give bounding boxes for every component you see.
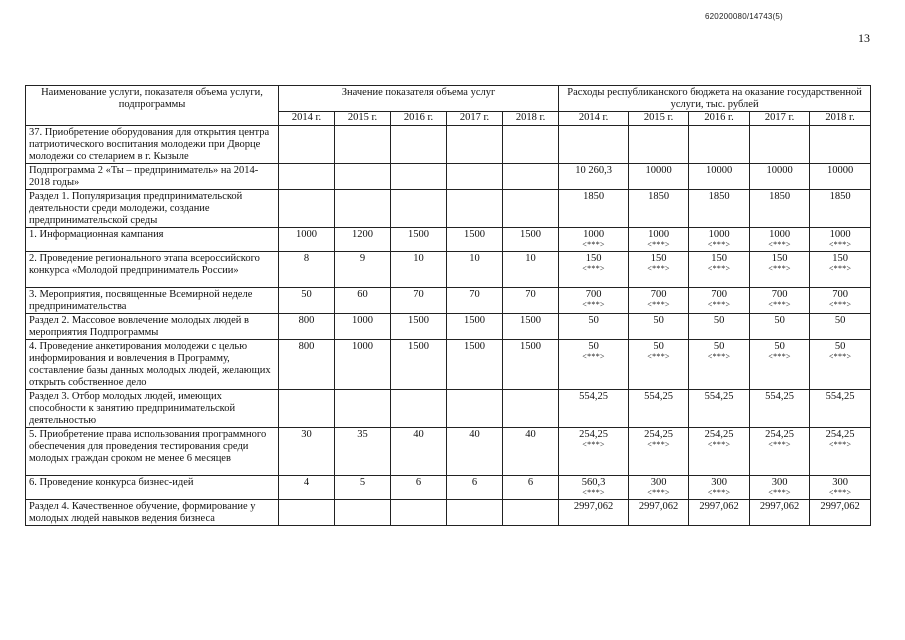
volume-cell [279, 390, 335, 428]
expense-cell [559, 228, 629, 252]
footnote-marker: <***> [707, 264, 731, 273]
footnote-marker: <***> [768, 240, 791, 249]
expense-value: 150 [771, 253, 788, 264]
volume-cell: 1500 [503, 340, 559, 390]
expense-cell [750, 340, 810, 390]
expense-value: 150 [832, 253, 848, 264]
expense-cell [689, 288, 750, 314]
expense-value: 10000 [705, 165, 733, 176]
volume-cell: 1200 [335, 228, 391, 252]
volume-cell [447, 390, 503, 428]
expense-value: 50 [588, 315, 599, 326]
expense-cell [750, 164, 810, 190]
volume-cell: 4 [279, 476, 335, 500]
footnote-marker: <***> [582, 488, 605, 497]
expense-value: 1000 [708, 229, 730, 240]
expense-cell [629, 126, 689, 164]
expense-value: 1000 [829, 229, 851, 240]
volume-cell: 10 [447, 252, 503, 288]
expense-value: 2997,062 [573, 501, 614, 512]
volume-cell: 1500 [447, 314, 503, 340]
volume-cell: 40 [391, 428, 447, 476]
footnote-marker: <***> [647, 488, 670, 497]
expense-cell [750, 500, 810, 526]
expense-value: 150 [711, 253, 727, 264]
volume-cell [335, 190, 391, 228]
expense-value: 254,25 [644, 429, 673, 440]
expense-cell [629, 428, 689, 476]
expense-value: 554,25 [765, 391, 794, 402]
volume-cell: 800 [279, 314, 335, 340]
expense-value: 10000 [766, 165, 793, 176]
footnote-marker: <***> [582, 240, 605, 249]
volume-cell [279, 500, 335, 526]
expense-cell [810, 252, 871, 288]
expense-cell [810, 314, 871, 340]
expense-value: 300 [771, 477, 788, 488]
header-volume-year: 2014 г. [279, 112, 335, 126]
expense-cell [629, 228, 689, 252]
volume-cell: 6 [447, 476, 503, 500]
volume-cell: 1500 [391, 228, 447, 252]
expense-value: 700 [585, 289, 602, 300]
header-volume-group: Значение показателя объема услуг [279, 86, 559, 112]
expense-cell [629, 390, 689, 428]
volume-cell: 1500 [447, 340, 503, 390]
expense-value: 150 [585, 253, 602, 264]
volume-cell: 35 [335, 428, 391, 476]
expense-value: 50 [653, 341, 664, 352]
expense-cell [559, 476, 629, 500]
footnote-marker: <***> [828, 264, 852, 273]
footnote-marker: <***> [707, 352, 731, 361]
expense-cell [689, 340, 750, 390]
volume-cell [447, 126, 503, 164]
volume-cell: 10 [391, 252, 447, 288]
footnote-marker: <***> [707, 488, 731, 497]
volume-cell: 1000 [279, 228, 335, 252]
footnote-marker: <***> [582, 264, 605, 273]
expense-cell [689, 476, 750, 500]
expense-cell [559, 314, 629, 340]
footnote-marker: <***> [707, 440, 731, 449]
expense-value: 10 260,3 [575, 165, 612, 176]
row-name: 5. Приобретение права использования программного обеспечения для проведения тестирования среди молодых граждан сроком не менее 6 месяцев [26, 428, 279, 476]
table-row [26, 500, 871, 526]
expense-cell [750, 428, 810, 476]
footnote-marker: <***> [647, 352, 670, 361]
expense-cell [629, 190, 689, 228]
expense-value: 50 [653, 315, 664, 326]
volume-cell [391, 190, 447, 228]
row-name: 2. Проведение регионального этапа всероссийского конкурса «Молодой предприниматель России» [26, 252, 279, 288]
footnote-marker: <***> [828, 488, 852, 497]
footnote-marker: <***> [647, 240, 670, 249]
expense-cell [559, 252, 629, 288]
volume-cell [335, 500, 391, 526]
expense-cell [689, 164, 750, 190]
expense-value: 50 [588, 341, 599, 352]
row-name: Раздел 2. Массовое вовлечение молодых людей в мероприятия Подпрограммы [26, 314, 279, 340]
expense-cell [559, 164, 629, 190]
table-row [26, 340, 871, 390]
expense-cell [689, 390, 750, 428]
row-name: Подпрограмма 2 «Ты – предприниматель» на 2014-2018 годы» [26, 164, 279, 190]
expense-value: 554,25 [704, 391, 734, 402]
table-row [26, 190, 871, 228]
expense-cell [810, 190, 871, 228]
volume-cell [503, 164, 559, 190]
table-row [26, 164, 871, 190]
expense-cell [810, 390, 871, 428]
header-volume-year: 2017 г. [447, 112, 503, 126]
table-row [26, 126, 871, 164]
expense-cell [810, 500, 871, 526]
header-volume-year: 2018 г. [503, 112, 559, 126]
footnote-marker: <***> [707, 240, 731, 249]
expense-cell [810, 126, 871, 164]
expense-value: 2997,062 [820, 501, 860, 512]
expense-value: 300 [650, 477, 667, 488]
table-row [26, 252, 871, 288]
expense-value: 700 [650, 289, 667, 300]
expense-cell [810, 340, 871, 390]
volume-cell [503, 126, 559, 164]
expense-value: 300 [832, 477, 848, 488]
expense-value: 560,3 [581, 477, 606, 488]
header-expense-year: 2014 г. [559, 112, 629, 126]
expense-cell [629, 164, 689, 190]
expense-value: 50 [834, 315, 846, 326]
expense-value: 50 [713, 341, 725, 352]
volume-cell [391, 164, 447, 190]
header-expense-year: 2017 г. [750, 112, 810, 126]
volume-cell [503, 390, 559, 428]
expense-value: 700 [771, 289, 788, 300]
volume-cell: 5 [335, 476, 391, 500]
volume-cell [279, 190, 335, 228]
expense-value: 50 [774, 315, 785, 326]
expense-value: 700 [832, 289, 848, 300]
row-name: 6. Проведение конкурса бизнес-идей [26, 476, 279, 500]
volume-cell: 40 [503, 428, 559, 476]
volume-cell: 1000 [335, 340, 391, 390]
volume-cell: 1500 [503, 228, 559, 252]
volume-cell [391, 126, 447, 164]
expense-cell [559, 390, 629, 428]
expense-cell [750, 190, 810, 228]
footnote-marker: <***> [582, 440, 605, 449]
volume-cell [447, 190, 503, 228]
volume-cell: 70 [503, 288, 559, 314]
footnote-marker: <***> [828, 440, 852, 449]
expense-cell [810, 164, 871, 190]
volume-cell [503, 500, 559, 526]
budget-table [25, 85, 871, 526]
expense-value: 10000 [826, 165, 854, 176]
header-expense-year: 2018 г. [810, 112, 871, 126]
expense-value: 10000 [645, 165, 672, 176]
footnote-marker: <***> [768, 300, 791, 309]
expense-cell [559, 126, 629, 164]
expense-value: 1000 [583, 229, 605, 240]
header-name-column: Наименование услуги, показателя объема услуги, подпрограммы [26, 86, 279, 126]
footnote-marker: <***> [828, 240, 852, 249]
row-name: 37. Приобретение оборудования для открытия центра патриотического воспитания молодежи при Дворце молодежи со стеларием в г. Кызыле [26, 126, 279, 164]
expense-cell [750, 476, 810, 500]
table-row [26, 288, 871, 314]
expense-cell [689, 314, 750, 340]
expense-value: 554,25 [644, 391, 673, 402]
row-name: Раздел 1. Популяризация предпринимательской деятельности среди молодежи, создание предпринимательской среды [26, 190, 279, 228]
expense-value: 1000 [769, 229, 791, 240]
row-name: 1. Информационная кампания [26, 228, 279, 252]
footnote-marker: <***> [768, 488, 791, 497]
header-expense-group: Расходы республиканского бюджета на оказание государственной услуги, тыс. рублей [559, 86, 871, 112]
table-row [26, 476, 871, 500]
expense-cell [559, 190, 629, 228]
expense-value: 1000 [648, 229, 670, 240]
expense-value: 2997,062 [638, 501, 679, 512]
volume-cell: 6 [503, 476, 559, 500]
expense-cell [629, 252, 689, 288]
expense-value: 1850 [708, 191, 730, 202]
row-name: 3. Мероприятия, посвященные Всемирной неделе предпринимательства [26, 288, 279, 314]
table-row [26, 314, 871, 340]
header-volume-year: 2016 г. [391, 112, 447, 126]
footnote-marker: <***> [582, 352, 605, 361]
header-expense-year: 2015 г. [629, 112, 689, 126]
expense-value: 50 [834, 341, 846, 352]
expense-value: 1850 [648, 191, 670, 202]
expense-cell [750, 288, 810, 314]
footnote-marker: <***> [768, 352, 791, 361]
expense-value: 2997,062 [759, 501, 800, 512]
volume-cell [279, 164, 335, 190]
footnote-marker: <***> [828, 300, 852, 309]
table-row [26, 428, 871, 476]
table-row [26, 228, 871, 252]
volume-cell: 1500 [391, 340, 447, 390]
volume-cell: 40 [447, 428, 503, 476]
footnote-marker: <***> [582, 300, 605, 309]
volume-cell [391, 500, 447, 526]
footnote-marker: <***> [707, 300, 731, 309]
expense-value: 254,25 [579, 429, 608, 440]
row-name: Раздел 3. Отбор молодых людей, имеющих способности к занятию предпринимательской деятельностью [26, 390, 279, 428]
volume-cell: 1500 [503, 314, 559, 340]
expense-value: 554,25 [579, 391, 608, 402]
expense-cell [689, 428, 750, 476]
expense-cell [629, 288, 689, 314]
expense-cell [810, 476, 871, 500]
volume-cell: 800 [279, 340, 335, 390]
footnote-marker: <***> [768, 440, 791, 449]
expense-cell [689, 190, 750, 228]
expense-value: 254,25 [765, 429, 794, 440]
expense-value: 1850 [829, 191, 851, 202]
expense-cell [689, 500, 750, 526]
footnote-marker: <***> [647, 264, 670, 273]
page-number: 13 [858, 31, 870, 45]
expense-value: 1850 [769, 191, 791, 202]
volume-cell [335, 126, 391, 164]
volume-cell: 1500 [391, 314, 447, 340]
expense-cell [629, 500, 689, 526]
volume-cell: 1000 [335, 314, 391, 340]
volume-cell: 60 [335, 288, 391, 314]
volume-cell [447, 500, 503, 526]
volume-cell [447, 164, 503, 190]
expense-cell [810, 428, 871, 476]
expense-value: 2997,062 [699, 501, 739, 512]
table-row [26, 390, 871, 428]
header-expense-year: 2016 г. [689, 112, 750, 126]
volume-cell [335, 164, 391, 190]
expense-value: 50 [713, 315, 725, 326]
expense-cell [559, 288, 629, 314]
volume-cell: 70 [447, 288, 503, 314]
expense-cell [629, 476, 689, 500]
volume-cell [391, 390, 447, 428]
volume-cell: 1500 [447, 228, 503, 252]
footnote-marker: <***> [768, 264, 791, 273]
expense-cell [750, 390, 810, 428]
volume-cell: 8 [279, 252, 335, 288]
expense-value: 254,25 [704, 429, 734, 440]
expense-cell [629, 314, 689, 340]
expense-cell [750, 228, 810, 252]
expense-value: 300 [711, 477, 727, 488]
expense-value: 150 [650, 253, 667, 264]
document-id: 620200080/14743(5) [705, 12, 783, 21]
header-volume-year: 2015 г. [335, 112, 391, 126]
volume-cell [503, 190, 559, 228]
volume-cell [279, 126, 335, 164]
volume-cell: 10 [503, 252, 559, 288]
volume-cell [335, 390, 391, 428]
expense-cell [559, 500, 629, 526]
volume-cell: 9 [335, 252, 391, 288]
expense-cell [689, 126, 750, 164]
expense-value: 554,25 [825, 391, 855, 402]
expense-value: 50 [774, 341, 785, 352]
expense-cell [559, 340, 629, 390]
expense-cell [750, 314, 810, 340]
row-name: Раздел 4. Качественное обучение, формирование у молодых людей навыков ведения бизнеса [26, 500, 279, 526]
expense-value: 1850 [583, 191, 605, 202]
expense-value: 254,25 [825, 429, 855, 440]
volume-cell: 70 [391, 288, 447, 314]
volume-cell: 50 [279, 288, 335, 314]
footnote-marker: <***> [647, 300, 670, 309]
volume-cell: 6 [391, 476, 447, 500]
expense-value: 700 [711, 289, 727, 300]
expense-cell [629, 340, 689, 390]
footnote-marker: <***> [647, 440, 670, 449]
expense-cell [559, 428, 629, 476]
expense-cell [810, 228, 871, 252]
expense-cell [810, 288, 871, 314]
expense-cell [750, 126, 810, 164]
expense-cell [750, 252, 810, 288]
expense-cell [689, 252, 750, 288]
expense-cell [689, 228, 750, 252]
volume-cell: 30 [279, 428, 335, 476]
row-name: 4. Проведение анкетирования молодежи с целью информирования и вовлечения в Программу, составление базы данных молодых людей, желающих открыть собственное дело [26, 340, 279, 390]
footnote-marker: <***> [828, 352, 852, 361]
